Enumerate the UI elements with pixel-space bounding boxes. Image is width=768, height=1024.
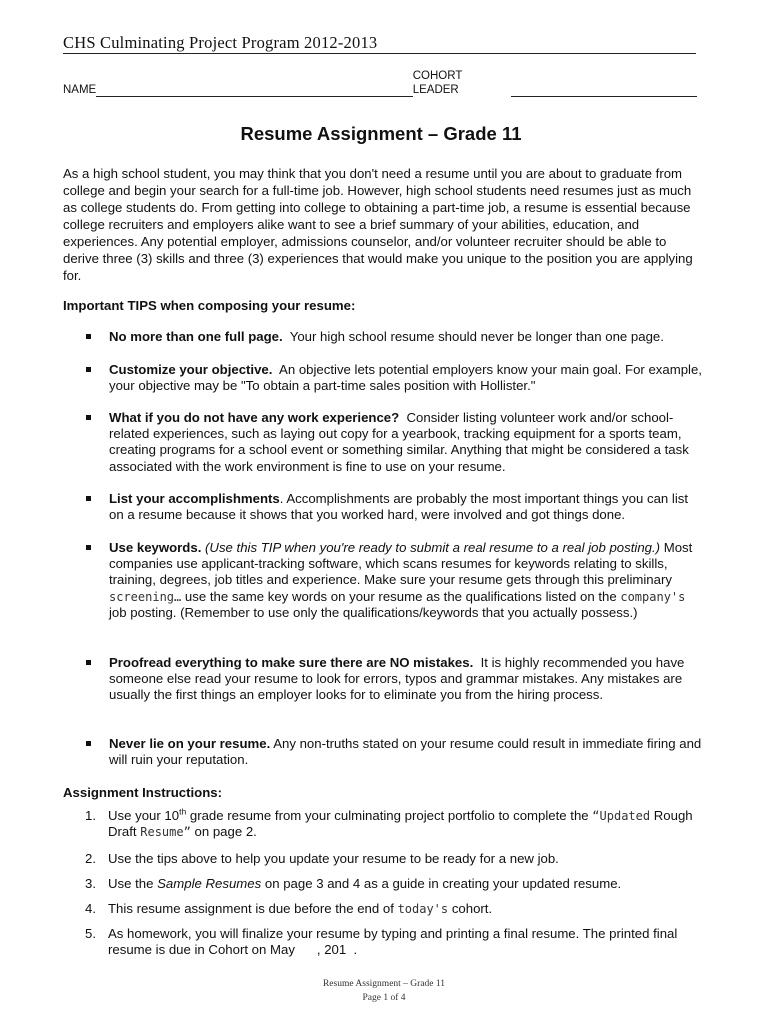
cohort-leader-label: COHORT LEADER [412, 70, 463, 96]
tip-item [86, 736, 706, 768]
tip-text: Consider listing volunteer work and/or school-related experiences, such as laying out copy for a yearbook, tracking equipment for a sports team, creating programs for a school event or something similar. Anything that might be considered a task associated with the work environment is fine to use on your resume. [109, 410, 689, 474]
tip-italic-note: (Use this TIP when you're ready to submit a real resume to a real job posting.) [205, 540, 661, 555]
footer-page-number: Page 1 of 4 [362, 993, 406, 1003]
tip-text: Most companies use applicant-tracking software, which scans resumes for keywords relating to skills, training, degrees, job titles and experience. Make sure your resume gets through this preliminary [109, 540, 693, 588]
tip-text: use the same key words on your resume as the qualifications listed on the [184, 588, 617, 604]
square-bullet-icon [86, 545, 91, 550]
tip-title: No more than one full page. [109, 329, 283, 344]
tip-item [86, 540, 706, 621]
tip-item [86, 329, 706, 345]
intro-paragraph: As a high school student, you may think that you don't need a resume until you are about to graduate from college and begin your search for a full-time job. However, high school students need resumes just as much as college students do. From getting into college to obtaining a part-time job, a resume is essential because college recruiters and employers alike want to see a brief summary of your abilities, education, and experiences. Any potential employer, admissions counselor, and/or volunteer recruiter should be able to derive three (3) skills and three (3) experiences that would make you unique to the position you are applying for. [63, 166, 693, 283]
step-text: on page 2. [194, 824, 257, 840]
assignment-step [63, 876, 703, 892]
step-number: 1. [85, 808, 96, 823]
step-text: on page 3 and 4 as a guide in creating your updated resume. [264, 876, 622, 891]
step-number: 2. [85, 851, 96, 866]
tip-text: It is highly recommended you have someone else read your resume to look for errors, typos and grammar mistakes. Any mistakes are usually the first things an employer looks for to eliminate you from the hiring process. [109, 655, 685, 703]
program-header: CHS Culminating Project Program 2012-2013 [63, 34, 696, 54]
assignment-step [63, 901, 703, 917]
tips-heading: Important TIPS when composing your resume: [63, 298, 356, 313]
square-bullet-icon [86, 334, 91, 339]
tip-item [86, 655, 706, 704]
step-mono-word: today's [397, 902, 449, 916]
tip-title: Proofread everything to make sure there are NO mistakes. [109, 655, 474, 670]
step-number: 4. [85, 901, 96, 916]
square-bullet-icon [86, 496, 91, 501]
step-text: This resume assignment is due before the end of [108, 901, 394, 916]
square-bullet-icon [86, 415, 91, 420]
page-title: Resume Assignment – Grade 11 [240, 123, 522, 144]
assignment-step [63, 851, 703, 867]
footer-title: Resume Assignment – Grade 11 [322, 979, 446, 989]
name-blank-line [96, 84, 412, 97]
square-bullet-icon [86, 367, 91, 372]
assignment-step [63, 808, 703, 840]
assignment-heading: Assignment Instructions: [63, 785, 222, 800]
square-bullet-icon [86, 660, 91, 665]
tip-text: . Accomplishments are probably the most important things you can list on a resume because it shows that you worked hard, were involved and got things done. [109, 491, 689, 523]
ordinal-suffix: th [179, 806, 187, 817]
tip-text: Your high school resume should never be longer than one page. [289, 329, 664, 344]
tip-text: An objective lets potential employers know your main goal. For example, your objective may be "To obtain a part-time sales position with Hollister." [109, 362, 702, 394]
name-label: NAME [63, 84, 97, 96]
tip-mono-word: company's [620, 589, 686, 604]
name-cohort-row [63, 69, 697, 97]
step-text: Use the [108, 876, 154, 891]
step-mono-word: “Updated [592, 809, 651, 823]
cohort-leader-blank-line [511, 84, 697, 97]
tip-title: List your accomplishments [109, 491, 280, 506]
tip-text: Any non-truths stated on your resume could result in immediate firing and will ruin your reputation. [109, 736, 702, 768]
assignment-step [63, 926, 703, 958]
step-text: Use the tips above to help you update your resume to be ready for a new job. [108, 851, 559, 866]
step-mono-word: Resume” [140, 825, 191, 840]
step-text: As homework, you will finalize your resume by typing and printing a final resume. The printed final resume is due in Cohort on May , 201 . [108, 926, 681, 958]
tip-item [86, 410, 706, 475]
step-number: 5. [85, 926, 96, 941]
step-text: cohort. [451, 901, 493, 916]
tip-title: Never lie on your resume. [109, 736, 271, 751]
tip-mono-word: screening… [109, 589, 182, 604]
step-text: grade resume from your culminating project portfolio to complete the [189, 808, 589, 823]
step-text: Use your 10 [108, 808, 180, 823]
step-number: 3. [85, 876, 96, 891]
step-italic: Sample Resumes [157, 876, 262, 891]
tip-title: What if you do not have any work experience? [109, 410, 400, 425]
tip-title: Customize your objective. [109, 362, 273, 377]
tip-item [86, 491, 706, 523]
step-text: Rough Draft [108, 808, 693, 840]
tip-text: job posting. (Remember to use only the qualifications/keywords that you actually possess.) [109, 604, 638, 620]
tip-title: Use keywords. [109, 540, 202, 555]
tip-item [86, 362, 706, 394]
square-bullet-icon [86, 741, 91, 746]
